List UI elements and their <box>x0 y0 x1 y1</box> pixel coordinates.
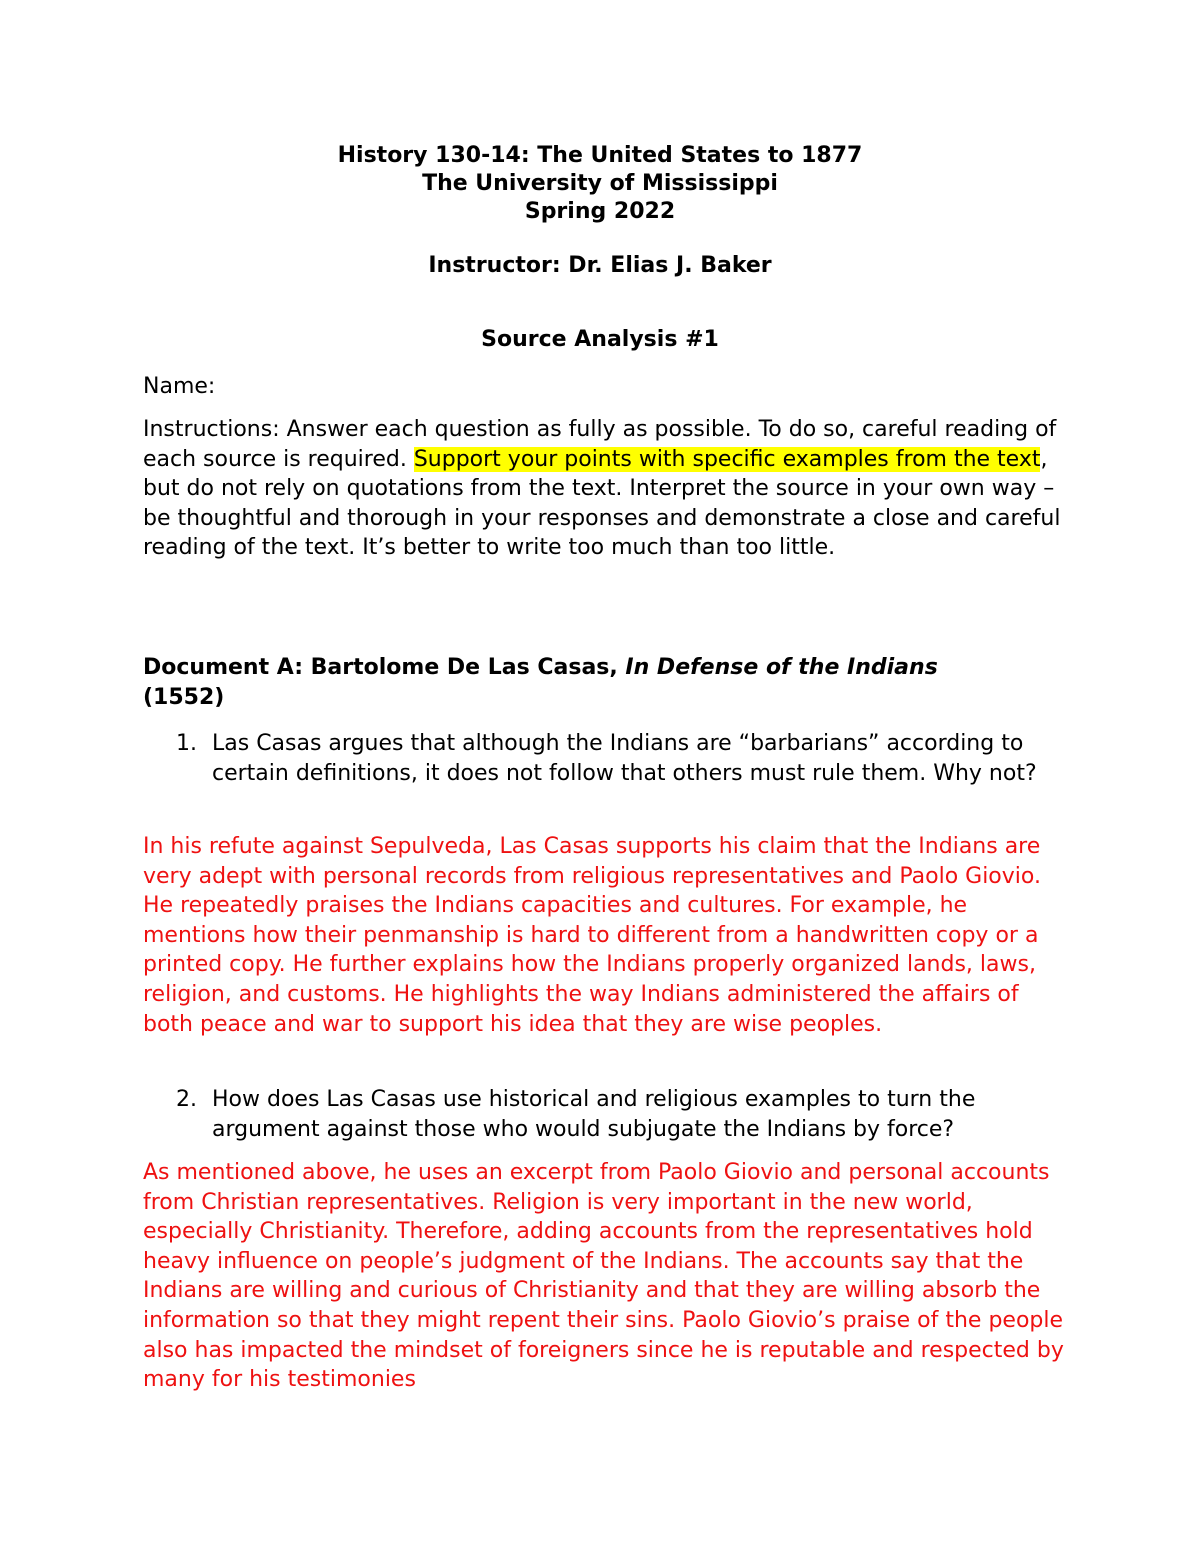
document-heading-prefix: Document A: Bartolome De Las Casas, <box>143 655 626 680</box>
question-2 <box>143 1085 1063 1144</box>
question-text: How does Las Casas use historical and religious examples to turn the argument against those who would subjugate the Indians by force? <box>212 1087 976 1142</box>
instructions-highlight: Support your points with specific examples from the text <box>413 446 1041 472</box>
assignment-title: Source Analysis #1 <box>481 327 719 352</box>
university-name: The University of Mississippi <box>422 171 778 196</box>
document-heading <box>143 653 1063 713</box>
question-number: 1. <box>176 731 197 756</box>
question-number: 2. <box>176 1087 197 1112</box>
instructions-text-end: , but do not rely on quotations from the text. Interpret the source in your own way – be thoughtful and thorough in your responses and demonstrate a close and careful reading of the text. It’s better to write too much than too little. <box>143 446 1061 560</box>
course-title: History 130-14: The United States to 1877 <box>337 143 863 168</box>
instructions-paragraph <box>143 415 1063 563</box>
document-year: (1552) <box>143 685 225 710</box>
term: Spring 2022 <box>524 199 676 224</box>
name-label: Name: <box>143 374 216 399</box>
answer-2: As mentioned above, he uses an excerpt from Paolo Giovio and personal accounts from Christian representatives. Religion is very important in the new world, especially Christianity. Therefore, adding accounts from the representatives hold heavy influence on people’s judgment of the Indians. The accounts say that the Indians are willing and curious of Christianity and that they are willing absorb the information so that they might repent their sins. Paolo Giovio’s praise of the people also has impacted the mindset of foreigners since he is reputable and respected by many for his testimonies <box>143 1160 1064 1393</box>
instructions-text-start: Instructions: Answer each question as fully as possible. To do so, careful reading of each source is required. <box>143 417 1057 472</box>
answer-1: In his refute against Sepulveda, Las Casas supports his claim that the Indians are very adept with personal records from religious representatives and Paolo Giovio. He repeatedly praises the Indians capacities and cultures. For example, he mentions how their penmanship is hard to different from a handwritten copy or a printed copy. He further explains how the Indians properly organized lands, laws, religion, and customs. He highlights the way Indians administered the affairs of both peace and war to support his idea that they are wise peoples. <box>143 834 1041 1037</box>
question-text: Las Casas argues that although the Indians are “barbarians” according to certain definitions, it does not follow that others must rule them. Why not? <box>212 731 1037 786</box>
course-header <box>0 142 1200 226</box>
question-1 <box>143 729 1063 788</box>
document-title: In Defense of the Indians <box>625 655 938 680</box>
instructor-line: Instructor: Dr. Elias J. Baker <box>428 253 772 278</box>
